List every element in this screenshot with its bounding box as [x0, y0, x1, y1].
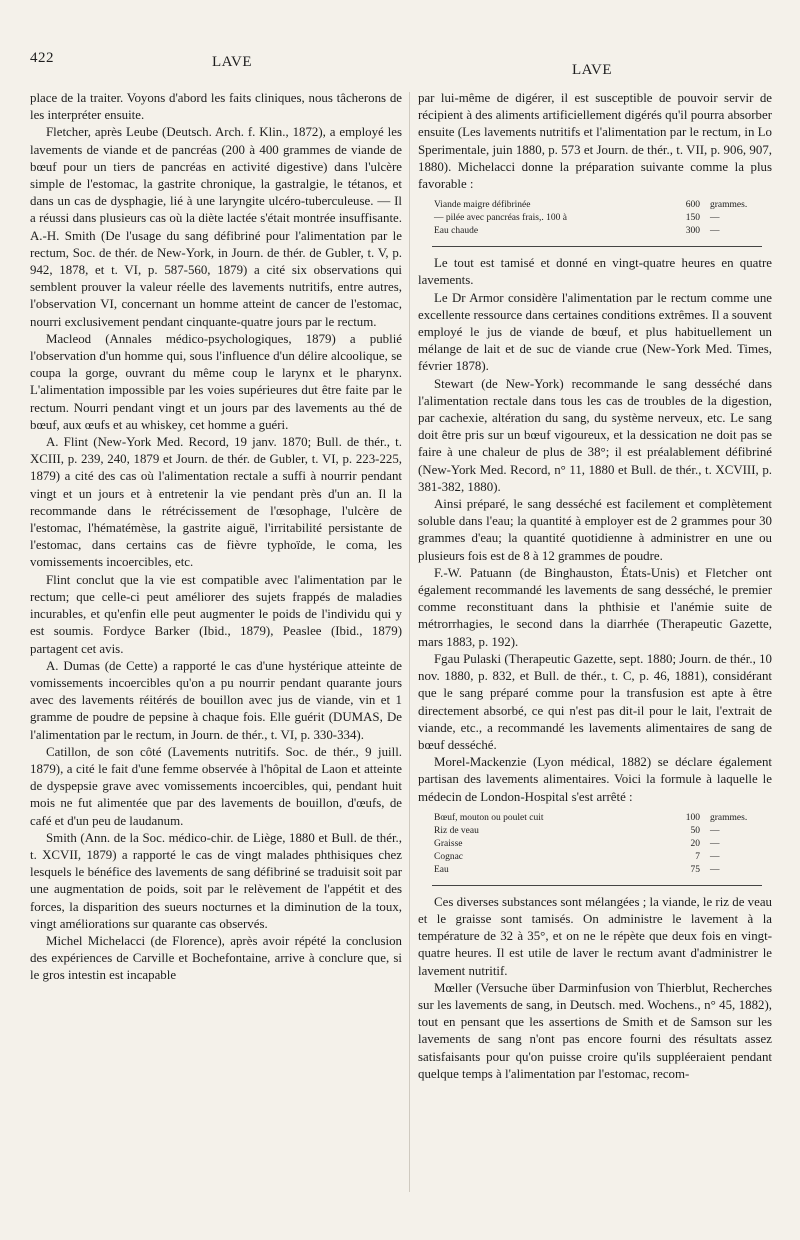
column-divider — [409, 92, 410, 1192]
table-rule — [432, 885, 762, 886]
paragraph: Michel Michelacci (de Florence), après avoir répété la conclusion des expériences de Carville et Bochefontaine, arrive à conclure que, si le gros intestin est incapable — [30, 933, 402, 983]
paragraph: Flint conclut que la vie est compatible avec l'alimentation par le rectum; que celle-ci peut améliorer des sujets frappés de maladies incurables, et qu'enfin elle peut augmenter le poids de l'individu qui y est soumis. Fordyce Barker (Ibid., 1879), Peaslee (Ibid., 1879) partagent cet avis. — [30, 572, 402, 656]
recipe-qty: 20 — [690, 838, 700, 849]
recipe-row — [432, 199, 772, 212]
running-title-left: LAVE — [212, 54, 253, 70]
recipe-table-michelacci — [432, 199, 772, 238]
recipe-qty: 7 — [695, 851, 700, 862]
recipe-unit: — — [710, 825, 720, 836]
recipe-item: Bœuf, mouton ou poulet cuit — [434, 812, 544, 823]
running-title-right: LAVE — [572, 62, 613, 78]
recipe-table-morel-mackenzie — [432, 812, 772, 877]
recipe-row — [432, 812, 772, 825]
paragraph: Stewart (de New-York) recommande le sang desséché dans l'alimentation rectale dans tous les cas de troubles de la digestion, par cachexie, altération du sang, du système nerveux, etc. Le sang doit être pris sur un bœuf vigoureux, et la dessication ne doit pas se faire à une chaleur de plus de 38°; il est préalablement défibriné (New-York Med. Record, n° 11, 1880 et Bull. de thér., t. XCVIII, p. 381-382, 1880). — [418, 376, 772, 494]
table-rule — [432, 246, 762, 247]
recipe-unit: — — [710, 213, 720, 224]
paragraph: Le tout est tamisé et donné en vingt-quatre heures en quatre lavements. — [418, 256, 772, 288]
recipe-unit: — — [710, 838, 720, 849]
left-column — [30, 90, 402, 985]
recipe-qty: 75 — [690, 864, 700, 875]
recipe-row — [432, 212, 772, 225]
right-column — [418, 90, 772, 1083]
recipe-row — [432, 838, 772, 851]
recipe-row — [432, 864, 772, 877]
recipe-qty: 600 — [685, 200, 700, 211]
paragraph: Fletcher, après Leube (Deutsch. Arch. f. Klin., 1872), a employé les lavements de viande et de pancréas (200 à 400 grammes de viande de bœuf pour un tiers de pancréas en activité digestive) dans l'ulcère simple de l'estomac, la gastrite chronique, la gastralgie, le tétanos, et dans un cas de dysphagie, lié à une laryngite ulcéro-tuberculeuse. — Il a réussi dans plusieurs cas où la diète lactée s'était montrée insuffisante. A.-H. Smith (De l'usage du sang défibriné pour l'alimentation par le rectum, Soc. de thér. de New-York, in Journ. de thér. de Gubler, t. V, p. 942, 1878, et t. VI, p. 587-560, 1879) a cité six observations qui semblent prouver la valeur réelle des lavements nutritifs, entre autres, l'observation VI, concernant un homme atteint de cancer de l'estomac, nourri exclusivement pendant cinquante-quatre jours par le rectum. — [30, 125, 402, 329]
recipe-item: Riz de veau — [434, 825, 479, 836]
paragraph: Mœller (Versuche über Darminfusion von Thierblut, Recherches sur les lavements de sang, in Deutsch. med. Wochens., n° 45, 1882), tout en pensant que les assertions de Smith et de Samson sur les lavements de sang n'ont pas encore fourni des résultats assez satisfaisants pour qu'on puisse croire qu'ils suppléeraient pendant quelque temps à l'alimentation par l'estomac, recom- — [418, 980, 772, 1081]
paragraph: Macleod (Annales médico-psychologiques, 1879) a publié l'observation d'un homme qui, sous l'influence d'un délire alcoolique, se coupa la gorge, ouvrant du même coup le larynx et le pharynx. L'alimentation impossible par les voies supérieures dut être faite par le rectum. Nourri pendant vingt et un jours par des lavements au thé de bœuf, aux œufs et au whiskey, cet homme a guéri. — [30, 331, 402, 432]
paragraph: A. Dumas (de Cette) a rapporté le cas d'une hystérique atteinte de vomissements incoercibles qu'on a pu nourrir pendant quarante jours avec des lavements réitérés de bouillon avec jus de viande, vin et 1 gramme de poudre de pepsine à chaque fois. Elle guérit (DUMAS, De l'alimentation par le rectum, in Journ. de thér., t. VI, p. 330-334). — [30, 658, 402, 742]
recipe-qty: 50 — [690, 825, 700, 836]
recipe-qty: 150 — [685, 213, 700, 224]
recipe-item: Graisse — [434, 838, 463, 849]
page-number: 422 — [30, 50, 54, 66]
paragraph: Ainsi préparé, le sang desséché est facilement et complètement soluble dans l'eau; la quantité à employer est de 2 grammes pour 30 grammes d'eau; la quantité quotidienne à administrer en une ou plusieurs fois est de 8 à 12 grammes de poudre. — [418, 497, 772, 563]
recipe-item: Eau — [434, 864, 449, 875]
paragraph: Morel-Mackenzie (Lyon médical, 1882) se déclare également partisan des lavements alimentaires. Voici la formule à laquelle le médecin de London-Hospital s'est arrêté : — [418, 755, 772, 804]
recipe-unit: — — [710, 851, 720, 862]
paragraph: Smith (Ann. de la Soc. médico-chir. de Liège, 1880 et Bull. de thér., t. XCVII, 1879) a rapporté le cas de vingt malades phthisiques chez lesquels le bénéfice des lavements de sang défibriné se traduisit soit par une augmentation de poids, soit par le relèvement de l'appétit et des forces, la disparition des sueurs nocturnes et la diminution de la toux, vingt améliorations sur quarante cas observés. — [30, 830, 402, 931]
paragraph: Ces diverses substances sont mélangées ; la viande, le riz de veau et le graisse sont tamisés. On administre le lavement à la température de 32 à 35°, et on ne le répète que deux fois en vingt-quatre heures. Il est utile de laver le rectum avant d'administrer le lavement nutritif. — [418, 894, 772, 978]
paragraph: Fgau Pulaski (Therapeutic Gazette, sept. 1880; Journ. de thér., 10 nov. 1880, p. 832, et Bull. de thér., t. C, p. 46, 1881), considérant que le sang préparé comme pour la transfusion est apte à être directement absorbé, ce qui n'est pas dit-il pour le lait, l'extrait de viande, etc., a recommandé les lavements alimentaires de sang de bœuf desséché. — [418, 651, 772, 752]
recipe-unit: — — [710, 864, 720, 875]
paragraph: Catillon, de son côté (Lavements nutritifs. Soc. de thér., 9 juill. 1879), a cité le fait d'une femme observée à l'hôpital de Laon et atteinte de dyspepsie grave avec vomissements incoercibles, qui, pendant huit mois ne fut alimentée que par des lavements de bouillon, d'œufs, de café et d'un peu de laudanum. — [30, 744, 402, 828]
recipe-item: — pilée avec pancréas frais,. 100 à — [434, 213, 567, 224]
recipe-qty: 300 — [685, 226, 700, 237]
recipe-unit: grammes. — [710, 812, 748, 823]
recipe-unit: — — [710, 226, 720, 237]
paragraph: Le Dr Armor considère l'alimentation par le rectum comme une excellente ressource dans certaines conditions extrêmes. Il a souvent employé le jus de viande de bœuf, et plus habituellement un mélange de lait et de suc de viande crue (New-York Med. Times, février 1878). — [418, 290, 772, 374]
recipe-row — [432, 225, 772, 238]
paragraph: par lui-même de digérer, il est susceptible de pouvoir servir de récipient à des aliments artificiellement digérés qu'il pourra absorber ensuite (Les lavements nutritifs et l'alimentation par le rectum, in Lo Sperimentale, juin 1880, p. 573 et Journ. de thér., t. VII, p. 906, 907, 1880). Michelacci donne la préparation suivante comme la plus favorable : — [418, 91, 772, 192]
recipe-qty: 100 — [685, 812, 700, 823]
recipe-item: Viande maigre défibrinée — [434, 200, 531, 211]
recipe-unit: grammes. — [710, 200, 748, 211]
recipe-item: Cognac — [434, 851, 464, 862]
paragraph: place de la traiter. Voyons d'abord les faits cliniques, nous tâcherons de les interpréter ensuite. — [30, 91, 402, 123]
recipe-row — [432, 825, 772, 838]
paragraph: A. Flint (New-York Med. Record, 19 janv. 1870; Bull. de thér., t. XCIII, p. 239, 240, 1879 et Journ. de thér. de Gubler, t. VI, p. 223-225, 1879) a cité des cas où l'alimentation rectale a suffi à nourrir pendant vingt et un jours et à entretenir la vie pendant près d'un an. Il la recommande dans le rétrécissement de l'œsophage, l'ulcère de l'estomac, l'hématémèse, la gastrite aiguë, l'irritabilité persistante de l'estomac, dans certains cas de fièvre typhoïde, le coma, les vomissements incoercibles, etc. — [30, 435, 402, 570]
paragraph: F.-W. Patuann (de Binghauston, États-Unis) et Fletcher ont également recommandé les lavements de sang desséché, le premier comme reconstituant dans la phthisie et l'anémie suite de métrorrhagies, le second dans la diarrhée (Therapeutic Gazette, mars 1883, p. 192). — [418, 565, 772, 649]
recipe-row — [432, 851, 772, 864]
recipe-item: Eau chaude — [434, 226, 479, 237]
